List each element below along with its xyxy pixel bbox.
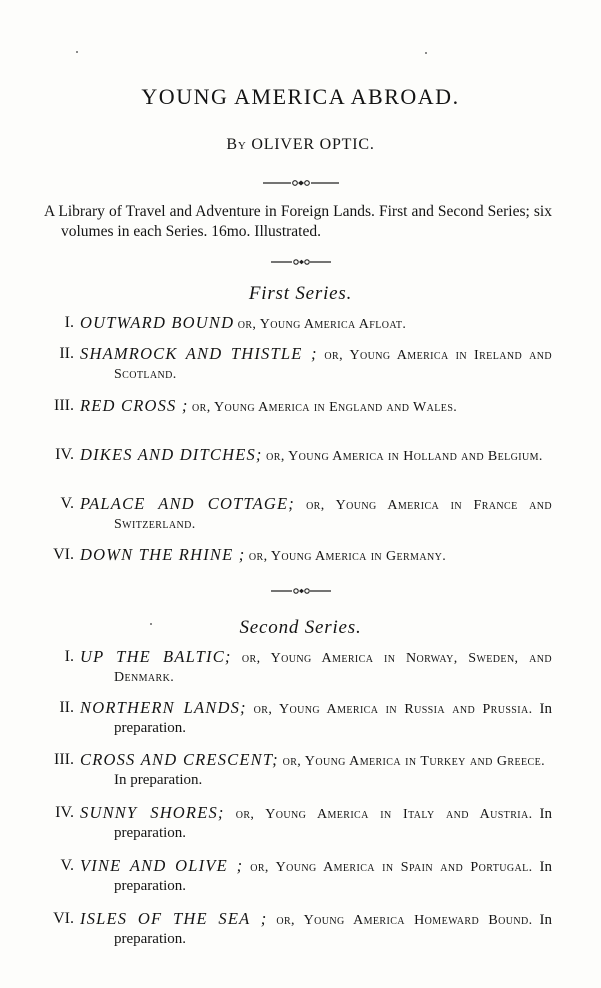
volume-number: IV. — [55, 446, 74, 463]
book-entry — [40, 313, 552, 334]
preparation-note: In preparation. — [114, 772, 203, 788]
book-subtitle: or, Young America in Ireland and Scotland. — [114, 348, 552, 382]
book-entry — [40, 698, 552, 738]
book-title: DIKES AND DITCHES; — [80, 445, 263, 464]
book-entry — [40, 750, 552, 790]
entry-text — [80, 396, 552, 417]
page-title: YOUNG AMERICA ABROAD. — [141, 84, 460, 109]
entry-text — [80, 750, 552, 790]
book-title: VINE AND OLIVE ; — [80, 856, 244, 875]
book-title: RED CROSS ; — [80, 396, 189, 415]
volume-number: II. — [59, 345, 74, 362]
book-title: SUNNY SHORES; — [80, 803, 225, 822]
book-entry — [40, 545, 552, 566]
book-subtitle: or, Young America in Holland and Belgium. — [266, 449, 543, 464]
book-subtitle: or, Young America in Norway, Sweden, and Denmark. — [114, 651, 552, 685]
book-subtitle: or, Young America in Spain and Portugal. — [250, 860, 533, 875]
book-subtitle: or, Young America in England and Wales. — [192, 400, 458, 415]
book-entry — [40, 494, 552, 534]
description-text: A Library of Travel and Adventure in Foreign Lands. First and Second Series; six volumes in each Series. 16mo. Illustrated. — [44, 203, 552, 240]
book-subtitle: or, Young America in Turkey and Greece. — [282, 754, 545, 769]
volume-number: IV. — [55, 804, 74, 821]
book-subtitle: or, Young America Homeward Bound. — [276, 913, 533, 928]
entry-text — [80, 344, 552, 384]
book-entry — [40, 647, 552, 687]
book-title: PALACE AND COTTAGE; — [80, 494, 295, 513]
volume-number: I. — [64, 314, 74, 331]
book-title: NORTHERN LANDS; — [80, 698, 247, 717]
book-subtitle: or, Young America in Italy and Austria. — [235, 807, 533, 822]
volume-number: III. — [54, 751, 74, 768]
first-series-heading: First Series. — [248, 283, 353, 304]
entry-text — [80, 909, 552, 949]
book-entry — [40, 856, 552, 896]
entry-text — [80, 545, 552, 566]
volume-number: VI. — [53, 910, 74, 927]
preparation-note: In preparation. — [114, 701, 553, 736]
volume-number: II. — [59, 699, 74, 716]
book-entry — [40, 396, 552, 417]
book-title: OUTWARD BOUND — [80, 313, 235, 332]
preparation-note: In preparation. — [114, 859, 552, 894]
book-title: CROSS AND CRESCENT; — [80, 750, 279, 769]
ornament-divider — [0, 257, 601, 267]
book-title: DOWN THE RHINE ; — [80, 545, 246, 564]
book-title: SHAMROCK AND THISTLE ; — [80, 344, 318, 363]
volume-number: III. — [54, 397, 74, 414]
entry-text — [80, 445, 552, 466]
book-subtitle: or, Young America in France and Switzerland. — [114, 498, 552, 532]
entry-text — [80, 494, 552, 534]
preparation-note: In preparation. — [114, 912, 552, 947]
book-entry — [40, 803, 552, 843]
entry-text — [80, 698, 552, 738]
entry-text — [80, 856, 552, 896]
entry-text — [80, 803, 552, 843]
second-series-heading: Second Series. — [239, 617, 362, 638]
book-entry — [40, 909, 552, 949]
print-speck — [76, 51, 78, 53]
print-speck — [425, 52, 427, 54]
volume-number: VI. — [53, 546, 74, 563]
book-entry — [40, 445, 552, 466]
volume-number: I. — [64, 648, 74, 665]
ornament-divider — [0, 586, 601, 596]
book-subtitle: or, Young America in Russia and Prussia. — [253, 702, 533, 717]
book-entry — [40, 344, 552, 384]
author-line: By OLIVER OPTIC. — [226, 136, 375, 153]
series-description — [44, 202, 552, 242]
entry-text — [80, 647, 552, 687]
volume-number: V. — [60, 495, 74, 512]
volume-number: V. — [60, 857, 74, 874]
preparation-note: In preparation. — [114, 806, 553, 841]
ornament-divider — [0, 178, 601, 188]
book-title: ISLES OF THE SEA ; — [80, 909, 268, 928]
book-subtitle: or, Young America in Germany. — [248, 549, 447, 564]
book-title: UP THE BALTIC; — [80, 647, 232, 666]
entry-text — [80, 313, 552, 334]
book-subtitle: or, Young America Afloat. — [237, 317, 407, 332]
